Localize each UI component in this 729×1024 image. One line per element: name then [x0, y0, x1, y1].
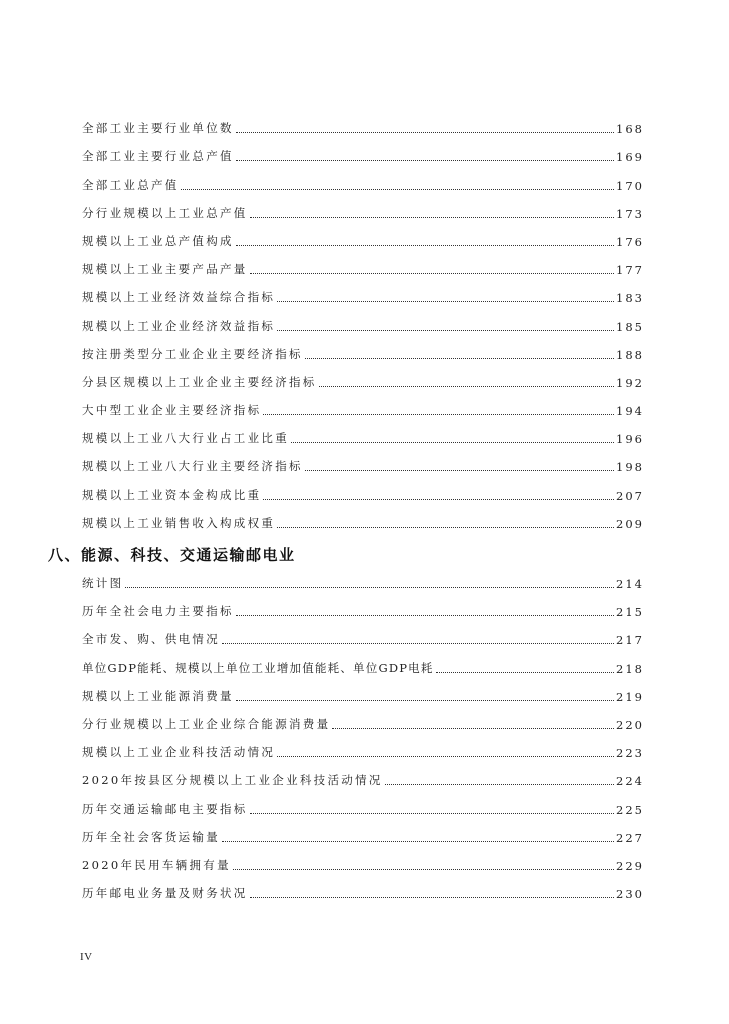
toc-entry-title: 分行业规模以上工业总产值	[82, 205, 248, 220]
toc-entry-title: 历年全社会电力主要指标	[82, 604, 234, 619]
toc-entry-title: 全部工业总产值	[82, 177, 179, 192]
dot-leader	[125, 587, 614, 588]
toc-entry[interactable]	[82, 708, 644, 736]
toc-entry-title: 规模以上工业八大行业占工业比重	[82, 431, 289, 446]
toc-entry[interactable]	[82, 366, 644, 394]
dot-leader	[436, 672, 614, 673]
toc-entry-page: 229	[616, 858, 644, 873]
dot-leader	[222, 841, 614, 842]
toc-entry[interactable]	[82, 338, 644, 366]
toc-entry-title: 历年邮电业务量及财务状况	[82, 886, 248, 901]
toc-entry-title: 2020年按县区分规模以上工业企业科技活动情况	[82, 773, 383, 788]
toc-entry-title: 全部工业主要行业总产值	[82, 149, 234, 164]
dot-leader	[263, 414, 614, 415]
toc-entry-page: 198	[616, 460, 644, 475]
toc-entry[interactable]	[82, 567, 644, 595]
toc-entry-page: 207	[616, 488, 644, 503]
toc-entry-page: 215	[616, 605, 644, 620]
toc-entry-title: 全市发、购、供电情况	[82, 632, 220, 647]
dot-leader	[277, 330, 614, 331]
toc-entry-page: 177	[616, 263, 644, 278]
toc-entry[interactable]	[82, 764, 644, 792]
toc-entry-title: 规模以上工业总产值构成	[82, 233, 234, 248]
dot-leader	[250, 813, 614, 814]
dot-leader	[236, 132, 614, 133]
toc-entry-page: 173	[616, 206, 644, 221]
toc-entry-page: 218	[616, 661, 644, 676]
toc-entry-title: 分行业规模以上工业企业综合能源消费量	[82, 716, 331, 731]
toc-entry[interactable]	[82, 394, 644, 422]
toc-entry-page: 188	[616, 347, 644, 362]
toc-entry-title: 全部工业主要行业单位数	[82, 121, 234, 136]
toc-entry[interactable]	[82, 849, 644, 877]
toc-entry-page: 220	[616, 717, 644, 732]
toc-entry-title: 大中型工业企业主要经济指标	[82, 403, 262, 418]
toc-entry-title: 规模以上工业能源消费量	[82, 688, 234, 703]
toc-entry-page: 223	[616, 746, 644, 761]
dot-leader	[385, 784, 614, 785]
toc-entry-title: 规模以上工业主要产品产量	[82, 262, 248, 277]
toc-entry-page: 196	[616, 432, 644, 447]
dot-leader	[332, 728, 614, 729]
toc-entry-page: 219	[616, 689, 644, 704]
toc-entry-page: 230	[616, 887, 644, 902]
toc-entry-title: 规模以上工业企业经济效益指标	[82, 318, 276, 333]
toc-entry-page: 183	[616, 291, 644, 306]
toc-entry[interactable]	[82, 877, 644, 905]
dot-leader	[236, 245, 614, 246]
toc-entry[interactable]	[82, 507, 644, 535]
toc-entry-title: 规模以上工业企业科技活动情况	[82, 745, 276, 760]
toc-entry[interactable]	[82, 225, 644, 253]
toc-entry-title: 单位GDP能耗、规模以上单位工业增加值能耗、单位GDP电耗	[82, 660, 434, 675]
dot-leader	[236, 160, 614, 161]
toc-entry[interactable]	[82, 197, 644, 225]
toc-entry[interactable]	[82, 736, 644, 764]
dot-leader	[236, 615, 614, 616]
toc-entry-page: 214	[616, 577, 644, 591]
dot-leader	[250, 897, 614, 898]
dot-leader	[181, 189, 614, 190]
toc-entry[interactable]	[82, 112, 644, 140]
toc-entry[interactable]	[82, 422, 644, 450]
toc-entry-page: 176	[616, 234, 644, 249]
toc-entry-title: 统计图	[82, 576, 124, 590]
section-heading[interactable]: 八、能源、科技、交通运输邮电业	[48, 545, 296, 564]
dot-leader	[305, 358, 614, 359]
toc-entry-title: 分县区规模以上工业企业主要经济指标	[82, 374, 317, 389]
toc-entry[interactable]	[82, 792, 644, 820]
toc-entry-page: 192	[616, 375, 644, 390]
dot-leader	[277, 756, 614, 757]
toc-entry[interactable]	[82, 478, 644, 506]
toc-entry-page: 169	[616, 150, 644, 165]
toc-entry-page: 170	[616, 178, 644, 193]
dot-leader	[277, 301, 614, 302]
toc-entry[interactable]	[82, 595, 644, 623]
dot-leader	[250, 217, 614, 218]
toc-entry-title: 规模以上工业销售收入构成权重	[82, 515, 276, 530]
toc-entry-page: 224	[616, 774, 644, 789]
toc-entry[interactable]	[82, 253, 644, 281]
toc-entry-title: 历年交通运输邮电主要指标	[82, 801, 248, 816]
toc-entry[interactable]	[82, 140, 644, 168]
dot-leader	[291, 442, 614, 443]
toc-entry[interactable]	[82, 680, 644, 708]
dot-leader	[263, 499, 614, 500]
toc-entry[interactable]	[82, 450, 644, 478]
toc-entry-title: 规模以上工业资本金构成比重	[82, 487, 262, 502]
dot-leader	[319, 386, 614, 387]
toc-entry[interactable]	[82, 309, 644, 337]
dot-leader	[305, 470, 614, 471]
dot-leader	[222, 643, 614, 644]
dot-leader	[250, 273, 614, 274]
toc-entry-page: 227	[616, 830, 644, 845]
toc-entry-title: 规模以上工业八大行业主要经济指标	[82, 459, 303, 474]
dot-leader	[233, 869, 614, 870]
toc-entry-page: 168	[616, 122, 644, 137]
toc-entry-page: 217	[616, 633, 644, 648]
dot-leader	[236, 700, 614, 701]
toc-entry[interactable]	[82, 821, 644, 849]
toc-entry-title: 规模以上工业经济效益综合指标	[82, 290, 276, 305]
table-of-contents	[48, 112, 644, 905]
toc-entry-title: 按注册类型分工业企业主要经济指标	[82, 346, 303, 361]
toc-entry[interactable]	[82, 168, 644, 196]
toc-entry-title: 2020年民用车辆拥有量	[82, 857, 231, 872]
toc-entry-page: 209	[616, 516, 644, 531]
toc-entry-page: 225	[616, 802, 644, 817]
toc-entry[interactable]	[82, 651, 644, 679]
dot-leader	[277, 527, 614, 528]
toc-entry-page: 185	[616, 319, 644, 334]
toc-entry[interactable]	[82, 623, 644, 651]
toc-entry-title: 历年全社会客货运输量	[82, 829, 220, 844]
toc-entry-page: 194	[616, 404, 644, 419]
page-number-footer: IV	[80, 951, 93, 963]
toc-entry[interactable]	[82, 281, 644, 309]
